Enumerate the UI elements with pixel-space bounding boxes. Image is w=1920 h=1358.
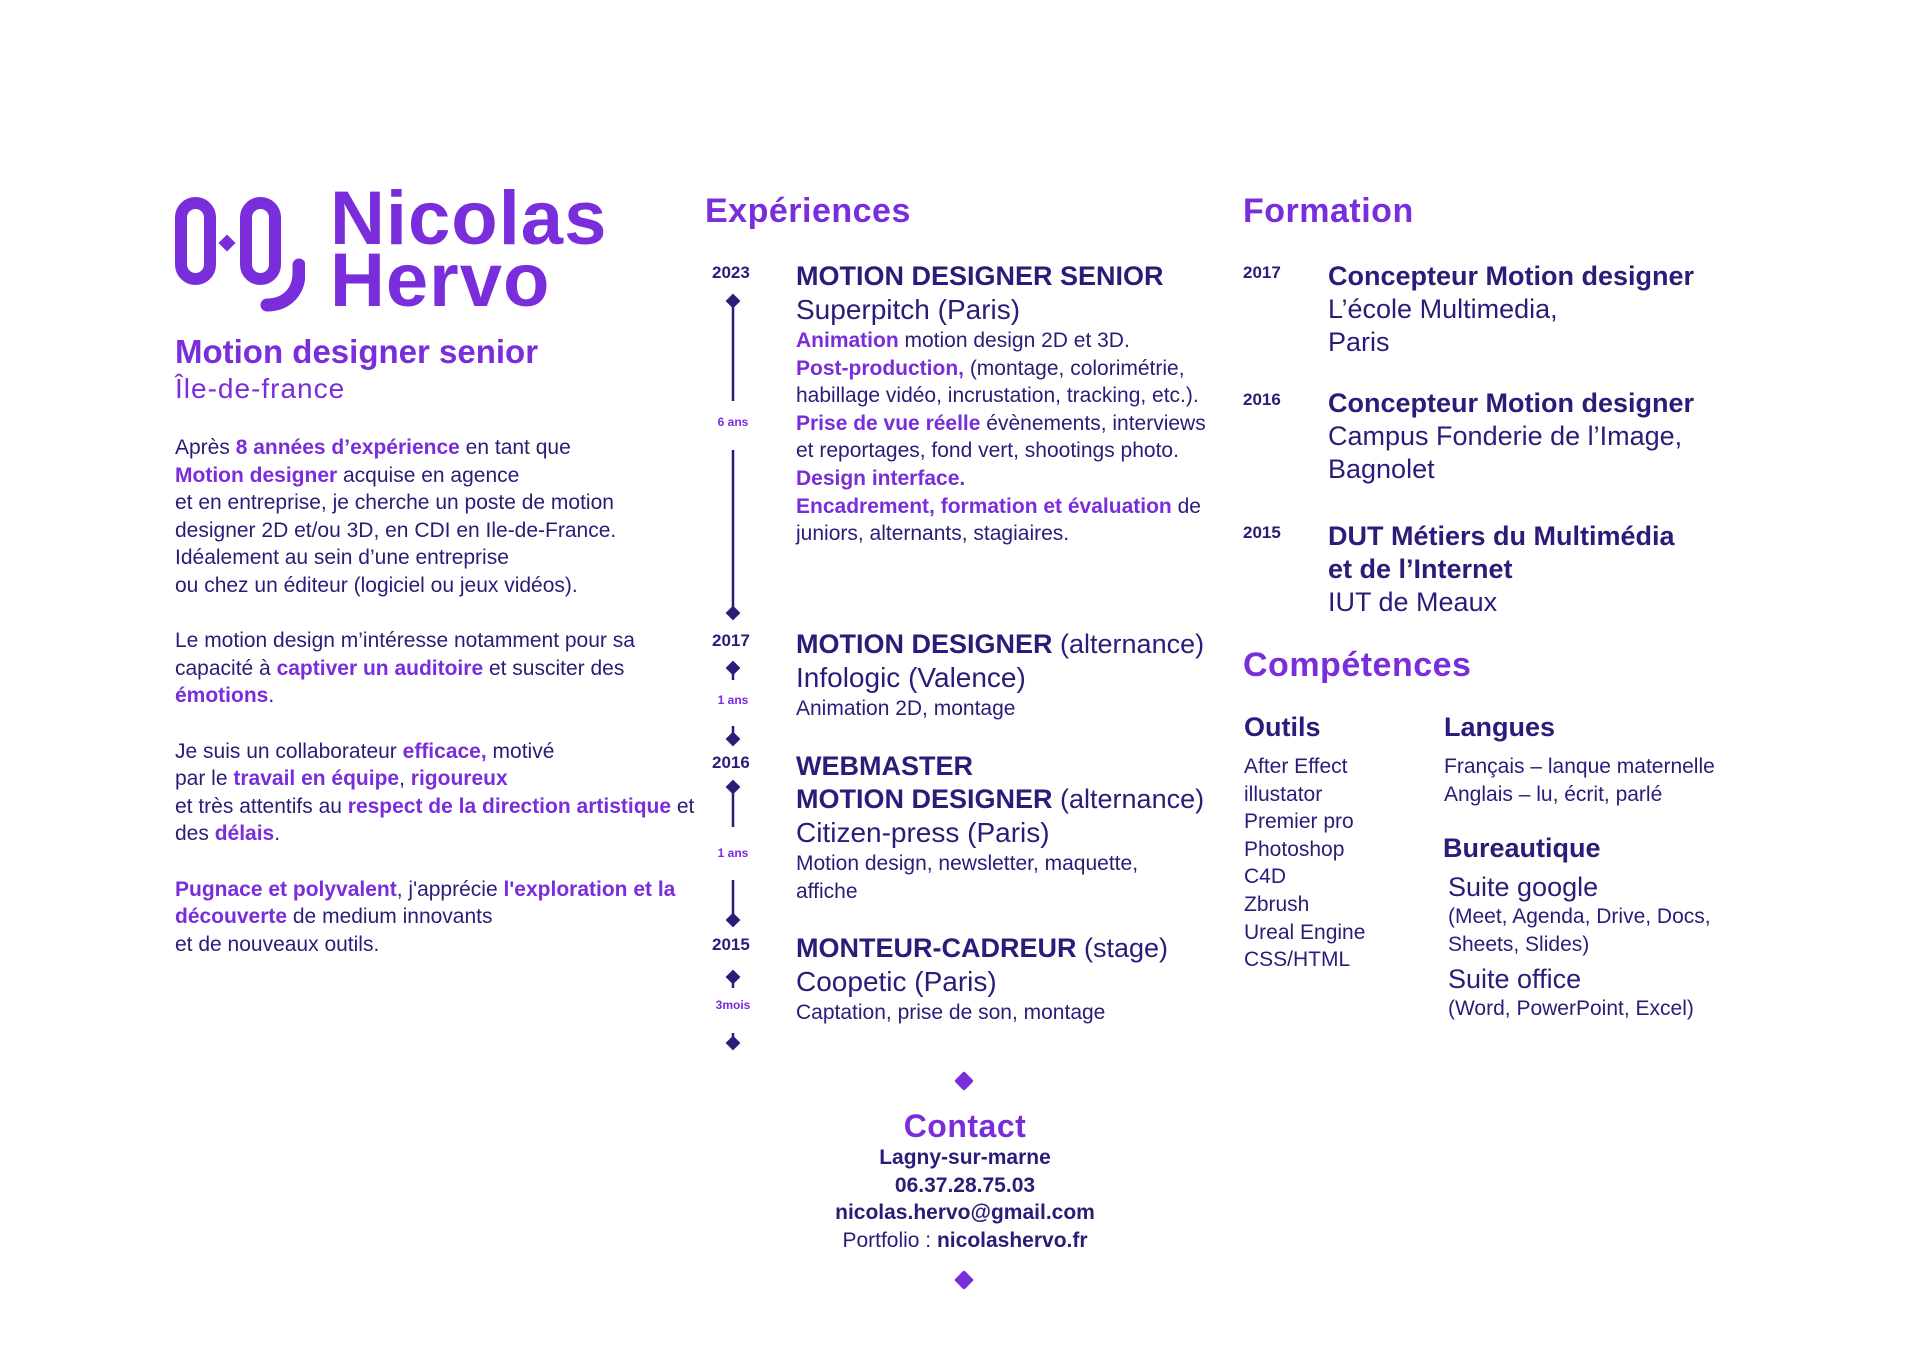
experience-year: 2017: [712, 631, 750, 650]
bureautique-item: [1448, 964, 1773, 1023]
formation-title: Concepteur Motion designer: [1328, 388, 1695, 418]
diamond-icon: [954, 1071, 974, 1091]
formation-school: Campus Fonderie de l’Image,: [1328, 421, 1683, 451]
bureautique-detail: (Word, PowerPoint, Excel): [1448, 997, 1694, 1021]
highlight-text: Motion designer: [175, 463, 338, 487]
experience-item: [796, 628, 1236, 723]
formation-year: 2016: [1243, 390, 1281, 409]
highlight-text: l'exploration et la découverte: [175, 877, 676, 929]
text-segment: et en entreprise, je cherche un poste de motion designer 2D et/ou 3D, en CDI en Ile-de-France.: [175, 491, 617, 542]
highlight-text: Pugnace et polyvalent: [175, 877, 397, 901]
text-segment: de medium innovants: [287, 905, 493, 929]
experience-item: [796, 750, 1236, 905]
text-segment: en tant que: [459, 436, 571, 459]
langues-list: [1444, 753, 1715, 808]
contact-section: [760, 1108, 1170, 1254]
highlight-text: Encadrement, formation et évaluation: [796, 494, 1172, 518]
intro-text: [175, 434, 695, 986]
outils-item: CSS/HTML: [1244, 948, 1351, 972]
experience-item: [796, 260, 1216, 548]
experience-duration: 1 ans: [717, 693, 749, 707]
outils-item: Ureal Engine: [1244, 920, 1366, 944]
title-text: MOTION DESIGNER: [796, 784, 1053, 814]
formation-year: 2017: [1243, 263, 1281, 282]
experience-title: [796, 260, 1216, 293]
highlight-text: respect de la direction artistique: [347, 794, 672, 818]
experience-year: 2023: [712, 263, 750, 282]
experience-company: Infologic (Valence): [796, 662, 1026, 693]
bureautique-item: [1448, 872, 1773, 958]
text-segment: Motion design, newsletter, maquette, affiche: [796, 852, 1139, 903]
contact-heading: Contact: [903, 1108, 1027, 1144]
text-segment: Captation, prise de son, montage: [796, 1001, 1106, 1024]
highlight-text: travail en équipe: [233, 767, 400, 791]
text-segment: et susciter des: [483, 656, 625, 680]
text-segment: Idéalement au sein d’une entreprise: [175, 546, 509, 570]
formation-school: IUT de Meaux: [1328, 587, 1498, 617]
outils-item: Photoshop: [1244, 837, 1345, 861]
diamond-icon: [954, 1270, 974, 1290]
experience-title-pre: WEBMASTER: [796, 751, 973, 781]
text-segment: , j'apprécie: [396, 877, 504, 901]
text-segment: acquise en agence: [337, 463, 520, 487]
highlight-text: Prise de vue réelle: [796, 411, 981, 435]
outils-section: [1244, 712, 1365, 974]
experience-company: Superpitch (Paris): [796, 294, 1021, 325]
experiences-heading: Expériences: [705, 192, 911, 230]
experience-company: Citizen-press (Paris): [796, 817, 1050, 848]
experience-description: [796, 999, 1236, 1027]
intro-paragraph: [175, 876, 695, 959]
contact-portfolio: [760, 1227, 1170, 1255]
text-segment: motion design 2D et 3D.: [898, 329, 1130, 352]
text-segment: motivé: [486, 739, 555, 763]
text-segment: par le: [175, 767, 234, 791]
experience-duration: 1 ans: [717, 846, 749, 860]
highlight-text: 8 années d’expérience: [235, 436, 460, 459]
text-segment: et de nouveaux outils.: [175, 932, 380, 956]
langues-item: Anglais – lu, écrit, parlé: [1444, 782, 1663, 806]
bureautique-name: Suite google: [1448, 872, 1599, 902]
contact-city: Lagny-sur-marne: [879, 1146, 1051, 1169]
text-segment: de juniors, alternants, stagiaires.: [796, 494, 1201, 546]
text-segment: (montage, colorimétrie, habillage vidéo, incrustation, tracking, etc.).: [796, 356, 1199, 408]
formation-city: Bagnolet: [1328, 454, 1435, 484]
highlight-text: Design interface.: [796, 466, 966, 490]
contact-phone[interactable]: 06.37.28.75.03: [894, 1173, 1036, 1197]
highlight-text: efficace,: [402, 739, 487, 763]
formation-title: DUT Métiers du Multimédia: [1328, 521, 1675, 551]
text-segment: .: [274, 822, 281, 846]
location: Île-de-france: [175, 373, 346, 404]
contact-email[interactable]: nicolas.hervo@gmail.com: [835, 1201, 1095, 1225]
experience-item: [796, 932, 1236, 1027]
candidate-name: [330, 176, 608, 323]
langues-heading: Langues: [1444, 712, 1556, 742]
text-segment: Animation 2D, montage: [796, 697, 1016, 720]
experience-description: [796, 327, 1216, 548]
last-name: Hervo: [330, 238, 551, 323]
text-segment: .: [268, 684, 275, 708]
intro-paragraph: [175, 738, 695, 848]
experience-year: 2015: [712, 935, 750, 954]
experience-duration: 6 ans: [717, 415, 749, 429]
highlight-text: émotions: [175, 684, 269, 708]
highlight-text: Post-production,: [796, 356, 964, 380]
title-text: MONTEUR-CADREUR: [796, 933, 1077, 963]
outils-item: Zbrush: [1244, 892, 1310, 916]
highlight-text: Animation: [796, 329, 899, 352]
text-segment: et des: [175, 794, 695, 846]
bureautique-detail: (Meet, Agenda, Drive, Docs, Sheets, Slides): [1448, 905, 1711, 956]
text-segment: Après: [175, 436, 236, 459]
langues-item: Français – lanque maternelle: [1444, 755, 1715, 778]
title-suffix: (alternance): [1052, 784, 1205, 814]
title-suffix: (alternance): [1052, 629, 1205, 659]
title-text: MOTION DESIGNER SENIOR: [796, 261, 1164, 291]
highlight-text: captiver un auditoire: [276, 656, 484, 680]
intro-paragraph: [175, 627, 695, 710]
formation-city: Paris: [1328, 327, 1390, 357]
text-segment: ou chez un éditeur (logiciel ou jeux vidéos).: [175, 573, 578, 597]
bureautique-section: [1443, 833, 1773, 1023]
portfolio-label: Portfolio :: [842, 1228, 937, 1252]
portfolio-link[interactable]: nicolashervo.fr: [936, 1228, 1088, 1252]
job-title: Motion designer senior: [175, 333, 539, 370]
title-text: MOTION DESIGNER: [796, 629, 1053, 659]
outils-heading: Outils: [1244, 712, 1321, 742]
title-suffix: (stage): [1076, 933, 1169, 963]
competences-heading: Compétences: [1243, 646, 1472, 684]
text-segment: et très attentifs au: [175, 794, 348, 818]
experience-title: [796, 932, 1236, 965]
formation-item: [1328, 387, 1748, 486]
experience-title: [796, 628, 1236, 661]
experience-company: Coopetic (Paris): [796, 966, 997, 997]
text-segment: Le motion design m’intéresse notamment pour sa capacité à: [175, 629, 635, 680]
experience-year: 2016: [712, 753, 750, 772]
outils-item: illustator: [1244, 782, 1323, 806]
formation-year: 2015: [1243, 523, 1281, 542]
text-segment: évènements, interviews et reportages, fond vert, shootings photo.: [796, 411, 1206, 463]
experience-description: [796, 695, 1236, 723]
outils-item: C4D: [1244, 865, 1287, 889]
text-segment: Je suis un collaborateur: [175, 739, 403, 763]
bureautique-name: Suite office: [1448, 964, 1582, 995]
intro-paragraph: [175, 434, 695, 600]
experience-description: [796, 850, 1196, 905]
formation-title-line2: et de l’Internet: [1328, 554, 1513, 584]
formation-item: [1328, 520, 1748, 619]
formation-item: [1328, 260, 1748, 359]
formation-heading: Formation: [1243, 192, 1414, 230]
outils-list: [1244, 753, 1365, 974]
formation-school: L’école Multimedia,: [1328, 294, 1558, 324]
highlight-text: rigoureux: [410, 767, 508, 791]
first-name: Nicolas: [330, 176, 608, 261]
bureautique-heading: Bureautique: [1443, 833, 1601, 863]
logo-mark-icon: [175, 195, 305, 320]
experience-title: [796, 783, 1236, 816]
highlight-text: délais: [214, 822, 275, 846]
outils-item: Premier pro: [1244, 810, 1354, 834]
outils-item: After Effect: [1244, 755, 1348, 778]
formation-title: Concepteur Motion designer: [1328, 261, 1695, 291]
langues-section: [1444, 712, 1715, 808]
experience-duration: 3mois: [715, 998, 751, 1012]
text-segment: ,: [399, 767, 411, 791]
